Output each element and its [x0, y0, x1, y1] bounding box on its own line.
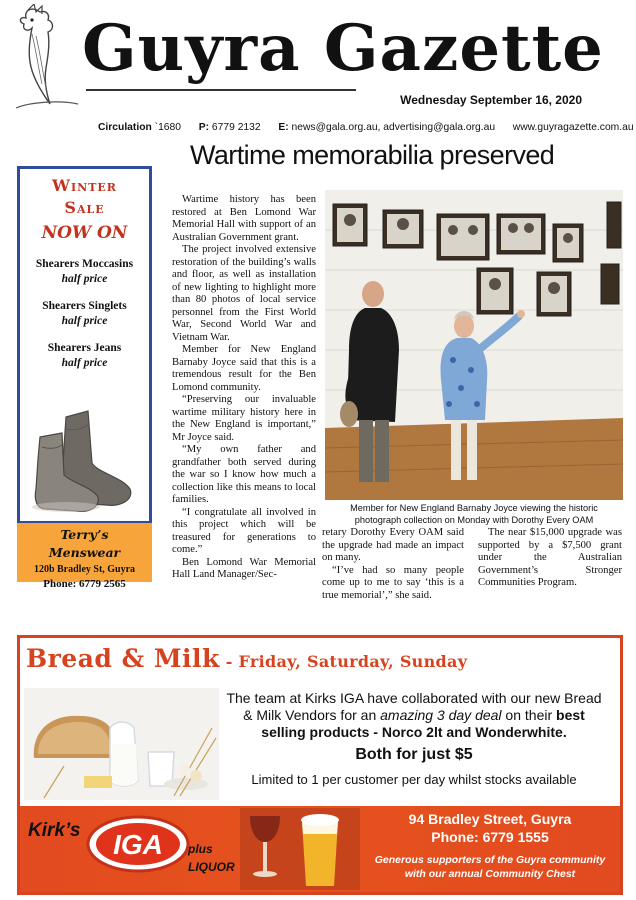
sale-item-name: Shearers Jeans: [47, 342, 122, 354]
article-paragraph: Member for New England Barnaby Joyce said that this is a tremendous result for the Ben Lomond community.: [172, 344, 316, 393]
phone-value: 6779 2132: [211, 122, 261, 133]
iga-logo-icon: [84, 814, 192, 874]
website-link[interactable]: www.guyragazette.com.au: [512, 122, 634, 133]
masthead-title: Guyra Gazette: [82, 11, 604, 86]
phone-label: P:: [198, 122, 210, 133]
circulation-value: `1680: [154, 122, 181, 133]
iga-address: 94 Bradley Street, Guyra: [408, 811, 572, 827]
moccasin-boots-image: [26, 407, 144, 519]
photo-caption-line1: Member for New England Barnaby Joyce viewing the historic: [350, 503, 598, 513]
sale-heading-winter: Winter: [52, 176, 117, 195]
liquor-label: LIQUOR: [188, 860, 235, 874]
article-paragraph: “Preserving our invaluable wartime military history here in the New England is important,” Mr Joyce said.: [172, 394, 316, 443]
sale-item-name: Shearers Singlets: [42, 300, 127, 312]
article-column-2: [322, 527, 464, 602]
article-headline: Wartime memorabilia preserved: [190, 140, 555, 170]
email-label: E:: [278, 122, 289, 133]
article-column-3: [478, 527, 622, 590]
article-column-1: [172, 194, 316, 594]
sale-item: [20, 257, 149, 287]
sale-item-price: half price: [61, 357, 108, 369]
store-address: 120b Bradley St, Guyra: [33, 564, 136, 575]
masthead: [0, 0, 636, 115]
community-support-line1: Generous supporters of the Guyra community: [374, 854, 606, 866]
sale-item: [20, 341, 149, 371]
iga-store-bar: [20, 806, 620, 892]
bread-milk-ad: [17, 635, 623, 895]
kirks-label: Kirk’s: [28, 820, 81, 841]
memorial-hall-photo: [325, 190, 623, 500]
ad-offer: Both for just $5: [355, 746, 473, 763]
community-support-line2: with our annual Community Chest: [404, 868, 576, 880]
ad-title-days: - Friday, Saturday, Sunday: [219, 652, 468, 671]
sale-item-name: Shearers Moccasins: [35, 258, 134, 270]
sale-heading-sale: Sale: [64, 198, 105, 217]
photo-caption: [325, 502, 623, 526]
winter-sale-ad: [17, 166, 152, 590]
cockatoo-logo-icon: [10, 4, 80, 114]
email-value[interactable]: news@gala.org.au, advertising@gala.org.au: [291, 122, 496, 133]
ad-description-text: on their: [501, 707, 557, 723]
store-details: [17, 521, 152, 590]
store-name-line1: Terry’s: [60, 527, 109, 542]
store-phone: Phone: 6779 2565: [43, 578, 126, 590]
article-paragraph: The project involved extensive restoration of the building’s walls and floor, as well as installation of new lighting to highlight more than 80 photos of local service personnel from the First World War, Second World War and Vietnam War.: [172, 244, 316, 343]
ad-products-text: best selling products - Norco 2lt and Wonderwhite.: [261, 707, 585, 740]
ad-description: [224, 690, 604, 741]
store-contact: [364, 810, 616, 881]
article-paragraph: retary Dorothy Every OAM said the upgrade had made an impact on many.: [322, 527, 464, 563]
article-paragraph: Wartime history has been restored at Ben Lomond War Memorial Hall with support of an Australian Government grant.: [172, 194, 316, 243]
plus-label: plus: [188, 842, 213, 856]
article-paragraph: The near $15,000 upgrade was supported by a $7,500 grant under the Australian Government’s Stronger Communities Program.: [478, 527, 622, 588]
masthead-rule: [86, 89, 356, 91]
contact-info-line: [98, 122, 634, 133]
sale-item-price: half price: [61, 315, 108, 327]
sale-now-on: NOW ON: [41, 223, 128, 243]
ad-body: [224, 690, 604, 791]
ad-title-main: Bread & Milk: [26, 644, 220, 673]
store-name-line2: Menswear: [48, 545, 121, 560]
drinks-image: [240, 808, 360, 890]
ad-title: [26, 644, 616, 673]
article-paragraph: “I’ve had so many people come up to me to say ‘this is a true memorial’,” she said.: [322, 564, 464, 601]
article-paragraph: “I congratulate all involved in this project which will be treasured for generations to come.”: [172, 506, 316, 555]
ad-deal-text: amazing 3 day deal: [380, 707, 502, 723]
ad-description-text: The team at Kirks IGA have collaborated with our new Bread & Milk Vendors for an: [226, 690, 602, 723]
bread-milk-image: [24, 688, 219, 800]
circulation-label: Circulation: [98, 122, 152, 133]
article-paragraph: Ben Lomond War Memorial Hall Land Manager/Sec-: [172, 556, 316, 580]
iga-phone: Phone: 6779 1555: [431, 829, 549, 845]
iga-logo-text: IGA: [113, 829, 163, 860]
photo-caption-line2: photograph collection on Monday with Dorothy Every OAM: [354, 515, 594, 525]
ad-limit: Limited to 1 per customer per day whilst stocks available: [251, 772, 577, 787]
article-paragraph: “My own father and grandfather both served during the war so I know how much a collection like this means to local families.: [172, 444, 316, 505]
issue-date: Wednesday September 16, 2020: [400, 93, 582, 107]
sale-item-price: half price: [61, 273, 108, 285]
sale-item: [20, 299, 149, 329]
